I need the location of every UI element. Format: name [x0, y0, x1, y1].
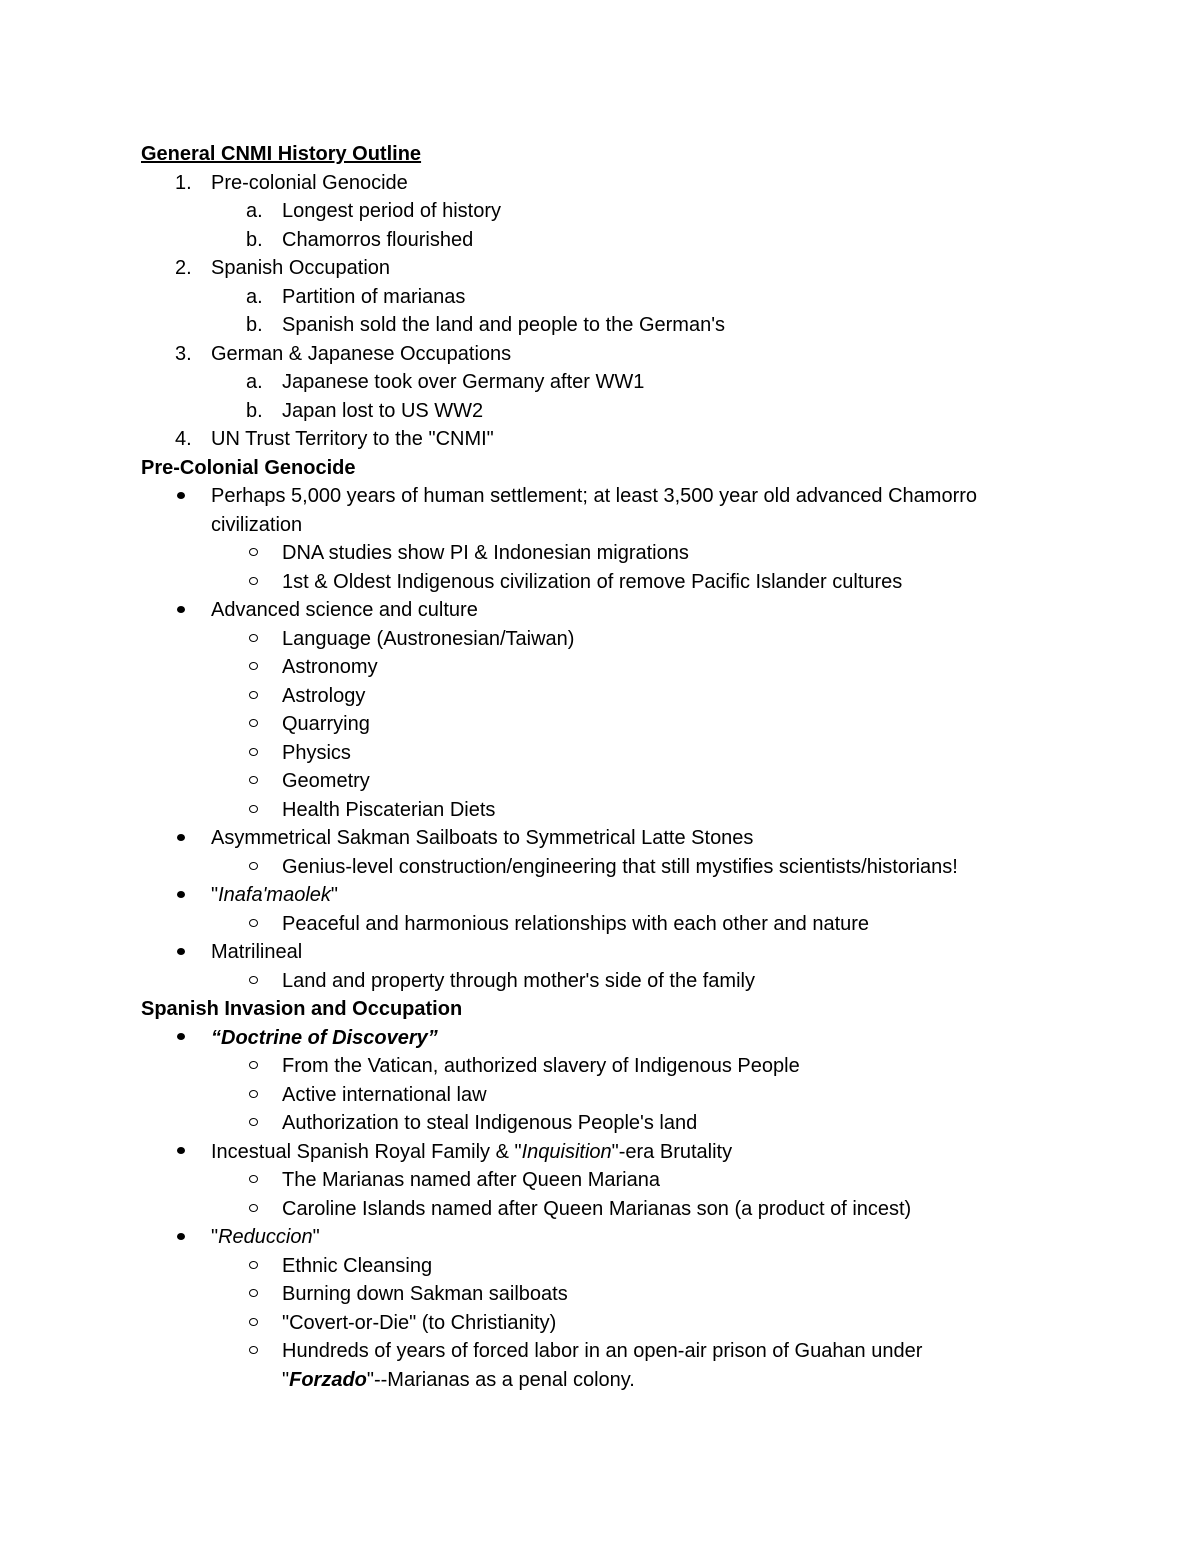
outline-item-text: Pre-colonial Genocide: [211, 171, 408, 194]
circle-bullet-icon: [249, 1052, 258, 1081]
bullet-item: [141, 824, 1061, 853]
sub-bullet-text: Quarrying: [282, 713, 370, 735]
outline-subitem: [141, 283, 1061, 312]
bullet-continuation: [141, 511, 1061, 540]
bullet-item: [141, 881, 1061, 910]
outline-item: [141, 254, 1061, 283]
sub-bullet-text: Language (Austronesian/Taiwan): [282, 627, 575, 650]
sub-bullet-text: Land and property through mother's side of the family: [282, 969, 755, 992]
bullet-text: Advanced science and culture: [211, 599, 478, 621]
section-heading: Pre-Colonial Genocide: [141, 456, 356, 479]
bullet-text-pre: Incestual Spanish Royal Family & ": [211, 1140, 522, 1163]
bullet-text: civilization: [211, 513, 303, 536]
circle-bullet-icon: [249, 767, 258, 796]
circle-bullet-icon: [249, 568, 258, 597]
sub-bullet-text: Peaceful and harmonious relationships with each other and nature: [282, 912, 870, 935]
outline-subitem-text: Partition of marianas: [282, 285, 466, 308]
sub-bullet-text: Hundreds of years of forced labor in an open-air prison of Guahan under: [282, 1340, 923, 1362]
circle-bullet-icon: [249, 1109, 258, 1138]
bullet-text-emphasis: Inafa'maolek: [218, 884, 331, 906]
circle-bullet-icon: [249, 625, 258, 654]
outline-subitem: [141, 311, 1061, 340]
outline-subitem-text: Japanese took over Germany after WW1: [282, 371, 645, 393]
sub-bullet-item: [141, 1337, 1061, 1366]
sub-bullet-text-emphasis: Forzado: [289, 1368, 367, 1391]
list-letter: a.: [246, 200, 263, 222]
sub-bullet-item: [141, 539, 1061, 568]
bullet-text: Perhaps 5,000 years of human settlement; at least 3,500 year old advanced Chamorro: [211, 485, 978, 507]
outline-item-text: German & Japanese Occupations: [211, 342, 512, 365]
sub-bullet-item: [141, 625, 1061, 654]
sub-bullet-item: [141, 767, 1061, 796]
list-number: 2.: [175, 257, 192, 279]
bullet-item: [141, 596, 1061, 625]
bullet-item: [141, 1223, 1061, 1252]
bullet-icon: [177, 824, 185, 853]
circle-bullet-icon: [249, 1252, 258, 1281]
outline-subitem: [141, 368, 1061, 397]
list-letter: b.: [246, 399, 263, 422]
sub-bullet-text-pre: ": [282, 1368, 290, 1391]
sub-bullet-text-post: "--Marianas as a penal colony.: [366, 1368, 635, 1391]
sub-bullet-text: Astronomy: [282, 656, 378, 678]
sub-bullet-item: [141, 1309, 1061, 1338]
outline-subitem-text: Longest period of history: [282, 200, 502, 222]
circle-bullet-icon: [249, 682, 258, 711]
list-letter: b.: [246, 314, 263, 336]
document-content: [141, 140, 1061, 1394]
list-letter: a.: [246, 285, 263, 308]
sub-bullet-continuation: [141, 1366, 1061, 1395]
sub-bullet-item: [141, 910, 1061, 939]
bullet-item: [141, 938, 1061, 967]
outline-subitem-text: Japan lost to US WW2: [282, 399, 484, 422]
sub-bullet-text: Active international law: [282, 1083, 487, 1106]
circle-bullet-icon: [249, 1337, 258, 1366]
circle-bullet-icon: [249, 1081, 258, 1110]
bullet-text: Matrilineal: [211, 941, 303, 963]
bullet-text-emphasis: Reduccion: [218, 1226, 313, 1248]
circle-bullet-icon: [249, 910, 258, 939]
outline-title: General CNMI History Outline: [141, 143, 422, 165]
bullet-icon: [177, 1138, 185, 1167]
circle-bullet-icon: [249, 1166, 258, 1195]
sub-bullet-item: [141, 1052, 1061, 1081]
sub-bullet-item: [141, 1252, 1061, 1281]
outline-item: [141, 340, 1061, 369]
sub-bullet-item: [141, 796, 1061, 825]
bullet-text-post: "-era Brutality: [611, 1140, 733, 1163]
bullet-text-close-quote: ": [330, 884, 338, 906]
sub-bullet-item: [141, 682, 1061, 711]
sub-bullet-text: Geometry: [282, 770, 370, 792]
sub-bullet-text: "Covert-or-Die" (to Christianity): [282, 1311, 557, 1334]
sub-bullet-item: [141, 568, 1061, 597]
sub-bullet-item: [141, 1280, 1061, 1309]
bullet-icon: [177, 1223, 185, 1252]
outline-subitem: [141, 226, 1061, 255]
sub-bullet-item: [141, 1195, 1061, 1224]
circle-bullet-icon: [249, 739, 258, 768]
sub-bullet-item: [141, 739, 1061, 768]
circle-bullet-icon: [249, 653, 258, 682]
sub-bullet-text: Caroline Islands named after Queen Marianas son (a product of incest): [282, 1197, 912, 1220]
sub-bullet-text: Authorization to steal Indigenous People's land: [282, 1112, 698, 1134]
bullet-text-emphasis: Inquisition: [521, 1140, 612, 1163]
list-number: 1.: [175, 171, 192, 194]
sub-bullet-text: Physics: [282, 741, 351, 764]
outline-item: [141, 169, 1061, 198]
list-number: 4.: [175, 428, 192, 450]
outline-item-text: Spanish Occupation: [211, 257, 391, 279]
sub-bullet-text: DNA studies show PI & Indonesian migrations: [282, 542, 689, 564]
sub-bullet-text: The Marianas named after Queen Mariana: [282, 1169, 660, 1191]
outline-subitem: [141, 397, 1061, 426]
sub-bullet-item: [141, 653, 1061, 682]
sub-bullet-item: [141, 967, 1061, 996]
sub-bullet-item: [141, 1109, 1061, 1138]
outline-item: [141, 425, 1061, 454]
sub-bullet-text: Health Piscaterian Diets: [282, 798, 496, 821]
circle-bullet-icon: [249, 1280, 258, 1309]
outline-subitem: [141, 197, 1061, 226]
sub-bullet-text: Astrology: [282, 684, 366, 707]
sub-bullet-item: [141, 1166, 1061, 1195]
sub-bullet-text: From the Vatican, authorized slavery of Indigenous People: [282, 1055, 800, 1077]
circle-bullet-icon: [249, 1309, 258, 1338]
bullet-text: “Doctrine of Discovery”: [211, 1026, 438, 1049]
bullet-item: [141, 482, 1061, 511]
outline-subitem-text: Spanish sold the land and people to the German's: [282, 314, 726, 336]
sub-bullet-text: Genius-level construction/engineering that still mystifies scientists/historians!: [282, 855, 958, 878]
circle-bullet-icon: [249, 796, 258, 825]
circle-bullet-icon: [249, 1195, 258, 1224]
circle-bullet-icon: [249, 853, 258, 882]
bullet-text-open-quote: ": [211, 1226, 219, 1248]
circle-bullet-icon: [249, 710, 258, 739]
bullet-icon: [177, 881, 185, 910]
outline-item-text: UN Trust Territory to the "CNMI": [211, 428, 494, 450]
bullet-item: [141, 1138, 1061, 1167]
section-heading: Spanish Invasion and Occupation: [141, 998, 463, 1020]
sub-bullet-text: Ethnic Cleansing: [282, 1254, 433, 1277]
bullet-text-close-quote: ": [312, 1226, 320, 1248]
bullet-text: Asymmetrical Sakman Sailboats to Symmetrical Latte Stones: [211, 827, 754, 849]
bullet-text-open-quote: ": [211, 884, 219, 906]
bullet-item: [141, 1024, 1061, 1053]
bullet-icon: [177, 482, 185, 511]
list-letter: b.: [246, 228, 263, 251]
bullet-icon: [177, 596, 185, 625]
sub-bullet-text: Burning down Sakman sailboats: [282, 1283, 568, 1305]
bullet-icon: [177, 1024, 185, 1053]
sub-bullet-item: [141, 710, 1061, 739]
list-number: 3.: [175, 342, 192, 365]
circle-bullet-icon: [249, 967, 258, 996]
circle-bullet-icon: [249, 539, 258, 568]
sub-bullet-item: [141, 853, 1061, 882]
outline-subitem-text: Chamorros flourished: [282, 228, 474, 251]
sub-bullet-text: 1st & Oldest Indigenous civilization of remove Pacific Islander cultures: [282, 570, 903, 593]
bullet-icon: [177, 938, 185, 967]
list-letter: a.: [246, 371, 263, 393]
sub-bullet-item: [141, 1081, 1061, 1110]
